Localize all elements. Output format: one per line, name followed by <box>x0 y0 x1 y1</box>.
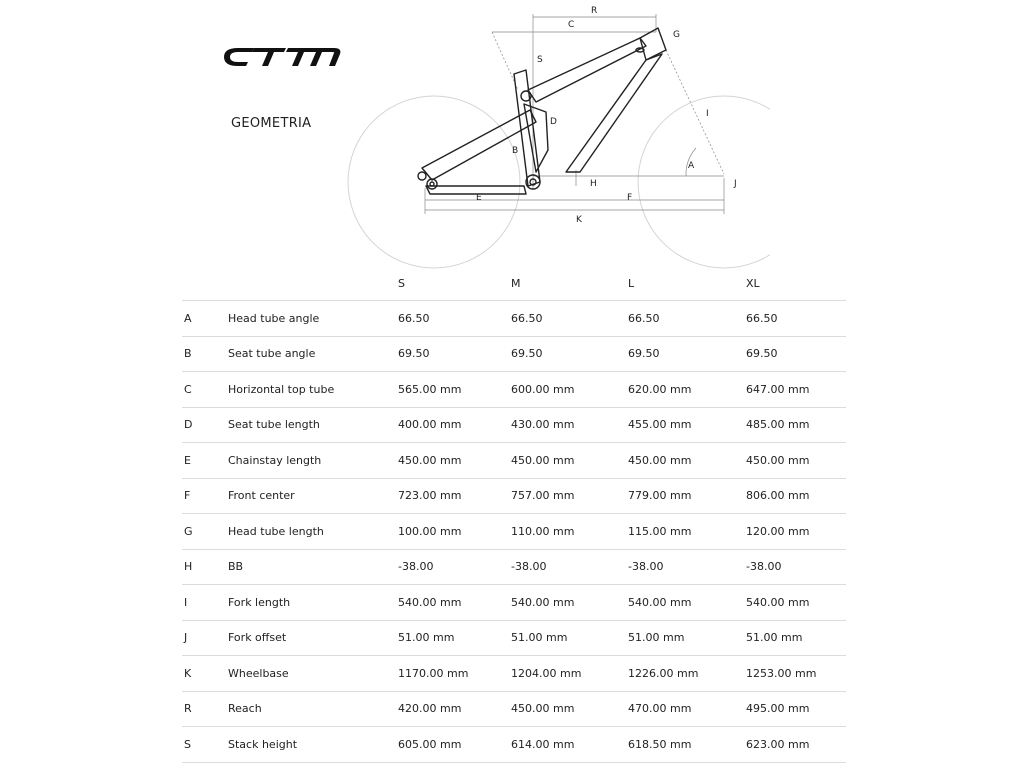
row-value-l: 779.00 mm <box>628 478 746 514</box>
row-value-s: 100.00 mm <box>398 514 511 550</box>
row-name: Head tube angle <box>228 301 398 337</box>
row-value-m: 66.50 <box>511 301 628 337</box>
row-value-m: 69.50 <box>511 336 628 372</box>
row-name: Head tube length <box>228 514 398 550</box>
label-J: J <box>734 179 737 189</box>
row-value-xl: 66.50 <box>746 301 846 337</box>
row-value-l: 115.00 mm <box>628 514 746 550</box>
row-value-s: 450.00 mm <box>398 443 511 479</box>
row-value-s: 540.00 mm <box>398 585 511 621</box>
row-name: Stack height <box>228 727 398 763</box>
rear-wheel <box>348 96 520 268</box>
row-value-xl: -38.00 <box>746 549 846 585</box>
row-value-m: 757.00 mm <box>511 478 628 514</box>
header-size-l: L <box>628 266 746 301</box>
row-value-s: 565.00 mm <box>398 372 511 408</box>
row-value-s: 420.00 mm <box>398 691 511 727</box>
row-value-l: 618.50 mm <box>628 727 746 763</box>
table-row <box>182 514 846 550</box>
label-B: B <box>512 146 519 156</box>
table-row <box>182 585 846 621</box>
row-value-m: 600.00 mm <box>511 372 628 408</box>
table-row <box>182 691 846 727</box>
row-value-xl: 540.00 mm <box>746 585 846 621</box>
row-code: S <box>182 727 228 763</box>
row-value-m: -38.00 <box>511 549 628 585</box>
row-value-s: 69.50 <box>398 336 511 372</box>
row-value-m: 450.00 mm <box>511 443 628 479</box>
row-name: Seat tube angle <box>228 336 398 372</box>
ctm-logo <box>220 44 346 70</box>
row-code: C <box>182 372 228 408</box>
table-row <box>182 301 846 337</box>
row-code: E <box>182 443 228 479</box>
row-value-m: 51.00 mm <box>511 620 628 656</box>
row-value-s: 723.00 mm <box>398 478 511 514</box>
row-value-xl: 1253.00 mm <box>746 656 846 692</box>
row-name: Fork length <box>228 585 398 621</box>
label-E: E <box>476 193 482 203</box>
row-value-s: 605.00 mm <box>398 727 511 763</box>
row-value-s: 51.00 mm <box>398 620 511 656</box>
table-row <box>182 336 846 372</box>
row-value-xl: 485.00 mm <box>746 407 846 443</box>
row-value-s: 66.50 <box>398 301 511 337</box>
row-value-s: 1170.00 mm <box>398 656 511 692</box>
row-value-l: 69.50 <box>628 336 746 372</box>
row-value-xl: 120.00 mm <box>746 514 846 550</box>
header-size-xl: XL <box>746 266 846 301</box>
label-K: K <box>576 215 582 225</box>
table-row <box>182 656 846 692</box>
geometry-table <box>182 266 846 763</box>
row-code: K <box>182 656 228 692</box>
bike-geometry-diagram <box>340 0 770 270</box>
row-value-m: 614.00 mm <box>511 727 628 763</box>
row-value-xl: 450.00 mm <box>746 443 846 479</box>
row-name: Chainstay length <box>228 443 398 479</box>
row-name: Front center <box>228 478 398 514</box>
row-value-l: 540.00 mm <box>628 585 746 621</box>
header-name <box>228 266 398 301</box>
row-name: Horizontal top tube <box>228 372 398 408</box>
row-code: A <box>182 301 228 337</box>
row-value-xl: 69.50 <box>746 336 846 372</box>
row-name: Wheelbase <box>228 656 398 692</box>
table-header-row <box>182 266 846 301</box>
row-name: Seat tube length <box>228 407 398 443</box>
row-name: Fork offset <box>228 620 398 656</box>
table-row <box>182 549 846 585</box>
table-row <box>182 620 846 656</box>
row-value-s: 400.00 mm <box>398 407 511 443</box>
header-size-s: S <box>398 266 511 301</box>
row-value-m: 450.00 mm <box>511 691 628 727</box>
label-A: A <box>688 161 695 171</box>
row-value-l: 455.00 mm <box>628 407 746 443</box>
row-name: Reach <box>228 691 398 727</box>
row-code: D <box>182 407 228 443</box>
label-S: S <box>537 55 543 65</box>
row-value-l: 450.00 mm <box>628 443 746 479</box>
label-G: G <box>673 30 680 40</box>
label-F: F <box>627 193 633 203</box>
front-wheel <box>638 96 770 268</box>
row-value-s: -38.00 <box>398 549 511 585</box>
row-value-xl: 623.00 mm <box>746 727 846 763</box>
page-subtitle: GEOMETRIA <box>231 116 312 131</box>
row-value-xl: 51.00 mm <box>746 620 846 656</box>
header-code <box>182 266 228 301</box>
row-value-xl: 495.00 mm <box>746 691 846 727</box>
row-code: G <box>182 514 228 550</box>
header-size-m: M <box>511 266 628 301</box>
row-value-l: -38.00 <box>628 549 746 585</box>
row-value-l: 1226.00 mm <box>628 656 746 692</box>
row-value-m: 1204.00 mm <box>511 656 628 692</box>
row-code: R <box>182 691 228 727</box>
row-value-l: 66.50 <box>628 301 746 337</box>
row-value-m: 110.00 mm <box>511 514 628 550</box>
table-row <box>182 372 846 408</box>
row-value-xl: 647.00 mm <box>746 372 846 408</box>
table-row <box>182 443 846 479</box>
row-value-l: 470.00 mm <box>628 691 746 727</box>
row-value-m: 540.00 mm <box>511 585 628 621</box>
row-value-l: 620.00 mm <box>628 372 746 408</box>
table-row <box>182 407 846 443</box>
table-row <box>182 478 846 514</box>
row-value-m: 430.00 mm <box>511 407 628 443</box>
row-code: B <box>182 336 228 372</box>
row-code: H <box>182 549 228 585</box>
row-value-l: 51.00 mm <box>628 620 746 656</box>
label-I: I <box>706 109 709 119</box>
row-code: J <box>182 620 228 656</box>
row-code: I <box>182 585 228 621</box>
label-H: H <box>590 179 597 189</box>
row-value-xl: 806.00 mm <box>746 478 846 514</box>
row-name: BB <box>228 549 398 585</box>
row-code: F <box>182 478 228 514</box>
label-C: C <box>568 20 575 30</box>
table-row <box>182 727 846 763</box>
label-D: D <box>550 117 557 127</box>
label-R: R <box>591 6 598 16</box>
